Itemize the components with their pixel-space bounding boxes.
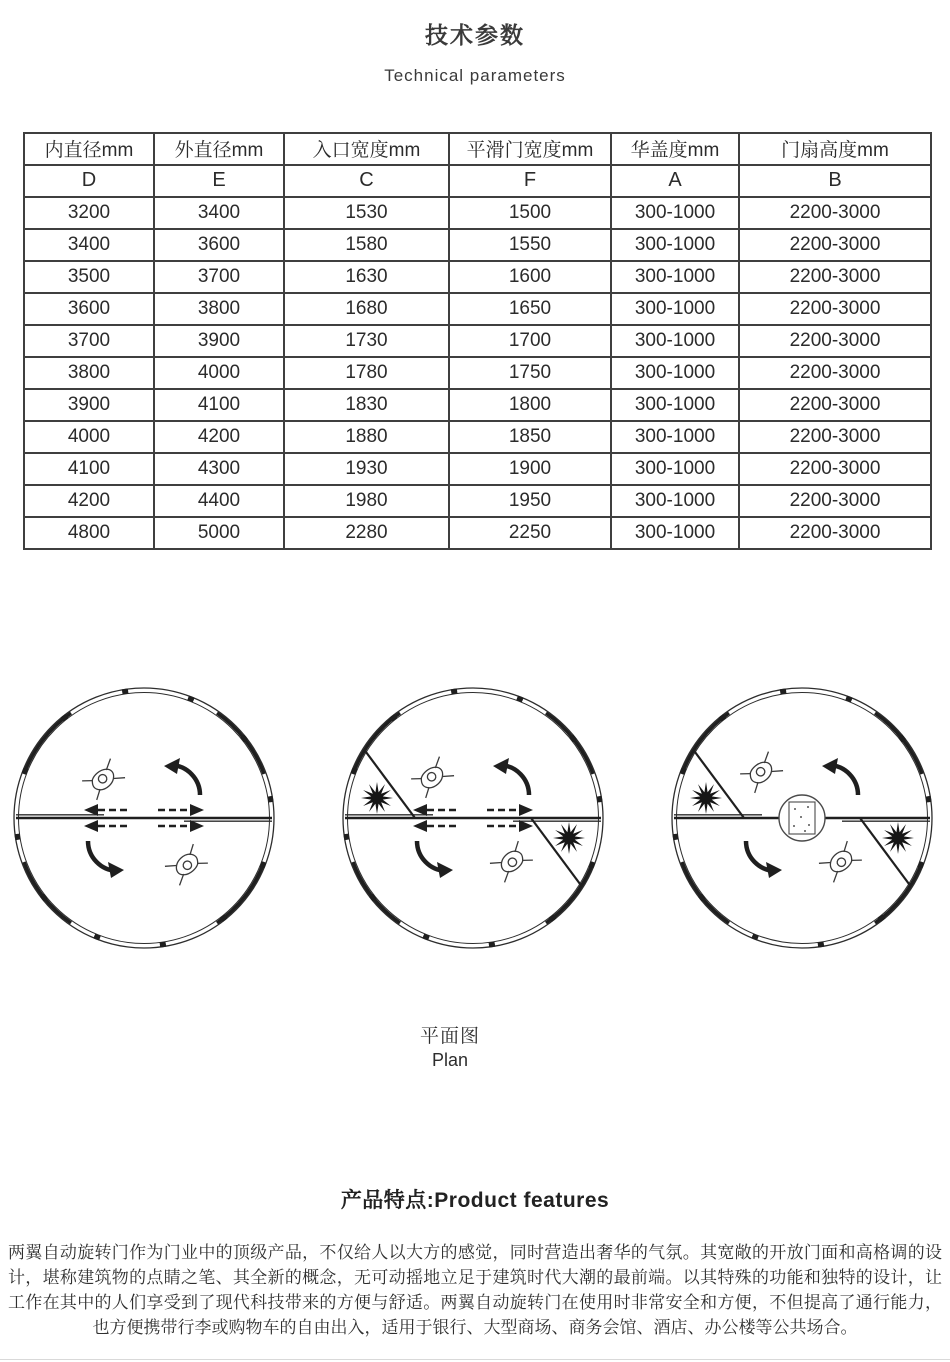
- table-cell: 1530: [284, 197, 449, 229]
- table-cell: 2250: [449, 517, 611, 549]
- table-cell: 2200-3000: [739, 357, 931, 389]
- column-header: 门扇高度mm: [739, 133, 931, 165]
- column-letter: A: [611, 165, 739, 197]
- table-cell: 2200-3000: [739, 197, 931, 229]
- bottom-divider: [0, 1359, 950, 1360]
- table-cell: 2200-3000: [739, 485, 931, 517]
- table-cell: 1650: [449, 293, 611, 325]
- table-cell: 3700: [154, 261, 284, 293]
- column-header: 外直径mm: [154, 133, 284, 165]
- table-cell: 300-1000: [611, 485, 739, 517]
- column-letter: E: [154, 165, 284, 197]
- table-cell: 4100: [24, 453, 154, 485]
- table-cell: 300-1000: [611, 293, 739, 325]
- table-cell: 1750: [449, 357, 611, 389]
- table-cell: 2200-3000: [739, 325, 931, 357]
- table-cell: 3900: [154, 325, 284, 357]
- table-cell: 1630: [284, 261, 449, 293]
- table-row: [24, 517, 931, 549]
- table-row: [24, 261, 931, 293]
- table-cell: 3400: [24, 229, 154, 261]
- table-cell: 300-1000: [611, 357, 739, 389]
- table-cell: 300-1000: [611, 453, 739, 485]
- table-cell: 4200: [154, 421, 284, 453]
- table-cell: 300-1000: [611, 421, 739, 453]
- diagram-two-wing-showcase: [662, 678, 942, 958]
- table-row: [24, 325, 931, 357]
- table-cell: 1680: [284, 293, 449, 325]
- plant-icon: [553, 822, 585, 854]
- table-cell: 1900: [449, 453, 611, 485]
- plan-caption: [0, 1026, 925, 1070]
- plan-caption-en: Plan: [431, 1049, 469, 1070]
- table-cell: 2200-3000: [739, 261, 931, 293]
- table-cell: 1700: [449, 325, 611, 357]
- table-cell: 4200: [24, 485, 154, 517]
- table-cell: 2200-3000: [739, 229, 931, 261]
- person-top-view-icon: [81, 758, 126, 801]
- person-top-view-icon: [410, 756, 455, 799]
- plan-diagrams: [0, 678, 950, 958]
- table-row: [24, 357, 931, 389]
- central-showcase-icon: [779, 795, 825, 841]
- person-top-view-icon: [489, 840, 534, 883]
- table-cell: 300-1000: [611, 517, 739, 549]
- table-row: [24, 453, 931, 485]
- table-cell: 1930: [284, 453, 449, 485]
- column-header: 华盖度mm: [611, 133, 739, 165]
- table-cell: 2200-3000: [739, 389, 931, 421]
- table-cell: 3800: [154, 293, 284, 325]
- diagram-two-wing-planters: [333, 678, 613, 958]
- table-row: [24, 293, 931, 325]
- plant-icon: [690, 782, 722, 814]
- table-cell: 300-1000: [611, 197, 739, 229]
- table-cell: 2280: [284, 517, 449, 549]
- table-cell: 4000: [24, 421, 154, 453]
- features-paragraph: 两翼自动旋转门作为门业中的顶级产品，不仅给人以大方的感觉，同时营造出奢华的气氛。其宽敞的开放门面和高格调的设计，堪称建筑物的点睛之笔、其全新的概念，无可动摇地立足于建筑时代大潮的最前端。以其特殊的功能和独特的设计，让工作在其中的人们享受到了现代科技带来的方便与舒适。两翼自动旋转门在使用时非常安全和方便，不但提高了通行能力，也方便携带行李或购物车的自由出入，适用于银行、大型商场、商务会馆、酒店、办公楼等公共场合。: [8, 1242, 942, 1337]
- table-cell: 300-1000: [611, 229, 739, 261]
- column-letter: B: [739, 165, 931, 197]
- table-cell: 4300: [154, 453, 284, 485]
- column-header: 平滑门宽度mm: [449, 133, 611, 165]
- person-top-view-icon: [818, 840, 863, 883]
- table-cell: 3500: [24, 261, 154, 293]
- column-letter: C: [284, 165, 449, 197]
- column-letter: D: [24, 165, 154, 197]
- table-row: [24, 389, 931, 421]
- table-cell: 3700: [24, 325, 154, 357]
- parameters-table: [23, 132, 932, 550]
- table-cell: 1780: [284, 357, 449, 389]
- person-top-view-icon: [164, 843, 209, 886]
- features-heading: 产品特点:Product features: [340, 1188, 610, 1212]
- technical-parameters-page: [0, 15, 950, 1339]
- page-header: [0, 15, 950, 85]
- column-header: 内直径mm: [24, 133, 154, 165]
- table-cell: 2200-3000: [739, 293, 931, 325]
- table-row: [24, 229, 931, 261]
- table-row: [24, 485, 931, 517]
- table-cell: 3200: [24, 197, 154, 229]
- table-cell: 300-1000: [611, 325, 739, 357]
- table-cell: 1980: [284, 485, 449, 517]
- table-cell: 3600: [154, 229, 284, 261]
- page-title: 技术参数: [425, 22, 525, 49]
- table-row: [24, 197, 931, 229]
- table-cell: 1730: [284, 325, 449, 357]
- person-top-view-icon: [739, 751, 784, 794]
- plan-caption-zh: 平面图: [419, 1025, 480, 1047]
- door-wing-line: [16, 815, 272, 821]
- column-header: 入口宽度mm: [284, 133, 449, 165]
- table-cell: 2200-3000: [739, 421, 931, 453]
- table-cell: 1600: [449, 261, 611, 293]
- table-cell: 2200-3000: [739, 453, 931, 485]
- table-cell: 1830: [284, 389, 449, 421]
- table-header-row: [24, 133, 931, 165]
- page-subtitle: Technical parameters: [384, 65, 566, 85]
- table-cell: 1880: [284, 421, 449, 453]
- door-wing-line: [345, 815, 601, 821]
- table-cell: 1550: [449, 229, 611, 261]
- table-cell: 4100: [154, 389, 284, 421]
- table-cell: 300-1000: [611, 261, 739, 293]
- table-cell: 2200-3000: [739, 517, 931, 549]
- table-letter-row: [24, 165, 931, 197]
- table-cell: 3600: [24, 293, 154, 325]
- table-cell: 1800: [449, 389, 611, 421]
- table-cell: 4400: [154, 485, 284, 517]
- table-cell: 1580: [284, 229, 449, 261]
- column-letter: F: [449, 165, 611, 197]
- plant-icon: [882, 822, 914, 854]
- table-cell: 5000: [154, 517, 284, 549]
- table-cell: 1500: [449, 197, 611, 229]
- diagram-two-wing-basic: [4, 678, 284, 958]
- table-cell: 3800: [24, 357, 154, 389]
- table-cell: 4000: [154, 357, 284, 389]
- plant-icon: [361, 782, 393, 814]
- table-cell: 1950: [449, 485, 611, 517]
- table-cell: 3400: [154, 197, 284, 229]
- table-cell: 4800: [24, 517, 154, 549]
- table-cell: 300-1000: [611, 389, 739, 421]
- table-row: [24, 421, 931, 453]
- table-cell: 3900: [24, 389, 154, 421]
- table-cell: 1850: [449, 421, 611, 453]
